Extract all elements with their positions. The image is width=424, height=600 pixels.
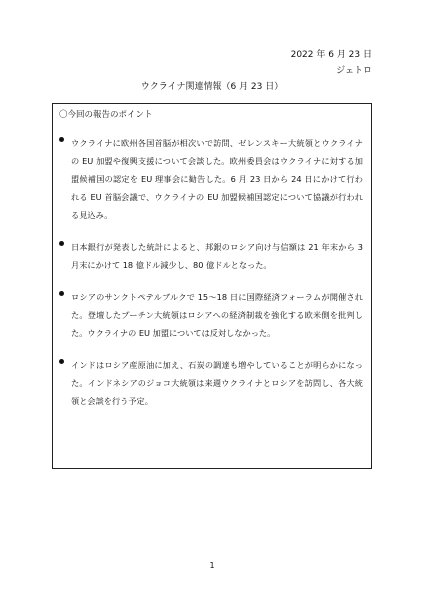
bullet-icon [59, 359, 64, 364]
bullet-text: 日本銀行が発表した統計によると、邦銀のロシア向け与信額は 21 年末から 3 月末にかけて 18 億ドル減少し、80 億ドルとなった。 [71, 242, 363, 270]
bullet-icon [59, 137, 64, 142]
report-date: 2022 年 6 月 23 日 [290, 50, 372, 60]
document-title: ウクライナ関連情報（6 月 23 日） [140, 82, 284, 92]
bullet-text: ウクライナに欧州各国首脳が相次いで訪問、ゼレンスキー大統領とウクライナの EU 加盟や復興支援について会談した。欧州委員会はウクライナに対する加盟候補国の認定を EU 理事会に勧告した。6 月 23 日から 24 日にかけて行われる EU 首脳会議で、ウクライナの EU 加盟候補国認定について協議が行われる見込み。 [71, 138, 363, 220]
bullet-text: インドはロシア産原油に加え、石炭の調達も増やしていることが明らかになった。インドネシアのジョコ大統領は来週ウクライナとロシアを訪問し、各大統領と会談を行う予定。 [71, 360, 363, 406]
list-item [53, 134, 371, 224]
bullet-text: ロシアのサンクトペテルブルクで 15～18 日に国際経済フォーラムが開催された。登壇したプーチン大統領はロシアへの経済制裁を強化する欧米側を批判した。ウクライナの EU 加盟については反対しなかった。 [71, 292, 363, 338]
list-item [53, 356, 371, 410]
summary-box [52, 103, 372, 469]
list-item [53, 288, 371, 342]
bullet-icon [59, 291, 64, 296]
organization-name: ジェトロ [336, 66, 372, 76]
list-item [53, 238, 371, 274]
section-heading: 〇今回の報告のポイント [59, 110, 153, 120]
page-number: 1 [209, 561, 215, 570]
bullet-icon [59, 241, 64, 246]
bullet-list [53, 134, 371, 424]
